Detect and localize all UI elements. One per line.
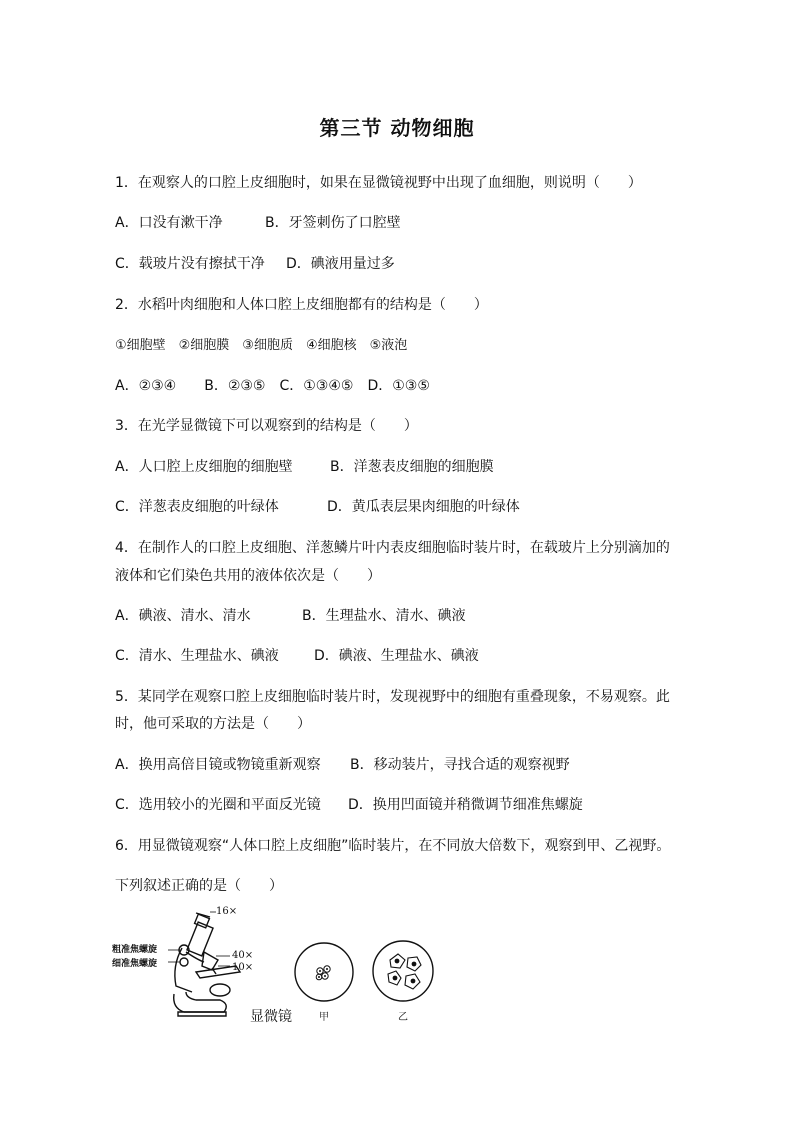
objective-40x-label: 40× bbox=[232, 950, 254, 961]
question-1-option-a: A．口没有漱干净 bbox=[115, 215, 223, 231]
question-4-stem-line-2: 液体和它们染色共用的液体依次是（ ） bbox=[115, 568, 381, 584]
question-1-option-c: C．载玻片没有擦拭干净 bbox=[115, 256, 265, 272]
objective-10x-label: 10× bbox=[232, 962, 254, 973]
question-1-stem: 1．在观察人的口腔上皮细胞时，如果在显微镜视野中出现了血细胞，则说明（ ） bbox=[115, 175, 642, 191]
question-5-stem-line-2: 时，他可采取的方法是（ ） bbox=[115, 716, 311, 732]
question-4-option-d: D．碘液、生理盐水、碘液 bbox=[314, 648, 479, 664]
field-yi-illustration bbox=[370, 938, 436, 1004]
question-2-items: ①细胞壁 ②细胞膜 ③细胞质 ④细胞核 ⑤液泡 bbox=[115, 338, 408, 353]
question-3-option-a: A．人口腔上皮细胞的细胞壁 bbox=[115, 459, 293, 475]
microscope-figure bbox=[112, 908, 452, 1028]
question-3-option-c: C．洋葱表皮细胞的叶绿体 bbox=[115, 499, 279, 515]
question-5-option-d: D．换用凹面镜并稍微调节细准焦螺旋 bbox=[348, 797, 583, 813]
microscope-caption: 显微镜 bbox=[250, 1009, 292, 1025]
question-6-stem-line-2: 下列叙述正确的是（ ） bbox=[115, 878, 283, 894]
field-yi-label: 乙 bbox=[398, 1012, 408, 1023]
question-4-option-a: A．碘液、清水、清水 bbox=[115, 608, 251, 624]
eyepiece-label: 16× bbox=[216, 906, 238, 917]
question-4-stem-line-1: 4．在制作人的口腔上皮细胞、洋葱鳞片叶内表皮细胞临时装片时，在载玻片上分别滴加的 bbox=[115, 540, 670, 556]
page-title: 第三节 动物细胞 bbox=[319, 116, 475, 140]
question-5-stem-line-1: 5．某同学在观察口腔上皮细胞临时装片时，发现视野中的细胞有重叠现象，不易观察。此 bbox=[115, 689, 670, 705]
question-1-option-b: B．牙签刺伤了口腔壁 bbox=[265, 215, 401, 231]
question-2-options: A．②③④ B．②③⑤ C．①③④⑤ D．①③⑤ bbox=[115, 378, 430, 394]
question-3-option-b: B．洋葱表皮细胞的细胞膜 bbox=[330, 459, 494, 475]
question-2-stem: 2．水稻叶肉细胞和人体口腔上皮细胞都有的结构是（ ） bbox=[115, 297, 488, 313]
fine-focus-label: 细准焦螺旋 bbox=[112, 959, 158, 969]
question-5-option-b: B．移动装片，寻找合适的观察视野 bbox=[350, 757, 570, 773]
question-6-stem-line-1: 6．用显微镜观察“人体口腔上皮细胞”临时装片，在不同放大倍数下，观察到甲、乙视野。 bbox=[115, 838, 671, 854]
question-3-stem: 3．在光学显微镜下可以观察到的结构是（ ） bbox=[115, 418, 418, 434]
question-1-option-d: D．碘液用量过多 bbox=[286, 256, 395, 272]
question-4-option-c: C．清水、生理盐水、碘液 bbox=[115, 648, 279, 664]
field-jia-label: 甲 bbox=[319, 1012, 329, 1023]
question-5-option-c: C．选用较小的光圈和平面反光镜 bbox=[115, 797, 321, 813]
question-5-option-a: A．换用高倍目镜或物镜重新观察 bbox=[115, 757, 321, 773]
coarse-focus-label: 粗准焦螺旋 bbox=[112, 945, 158, 955]
question-4-option-b: B．生理盐水、清水、碘液 bbox=[302, 608, 466, 624]
question-3-option-d: D．黄瓜表层果肉细胞的叶绿体 bbox=[327, 499, 520, 515]
field-jia-illustration bbox=[292, 940, 356, 1004]
